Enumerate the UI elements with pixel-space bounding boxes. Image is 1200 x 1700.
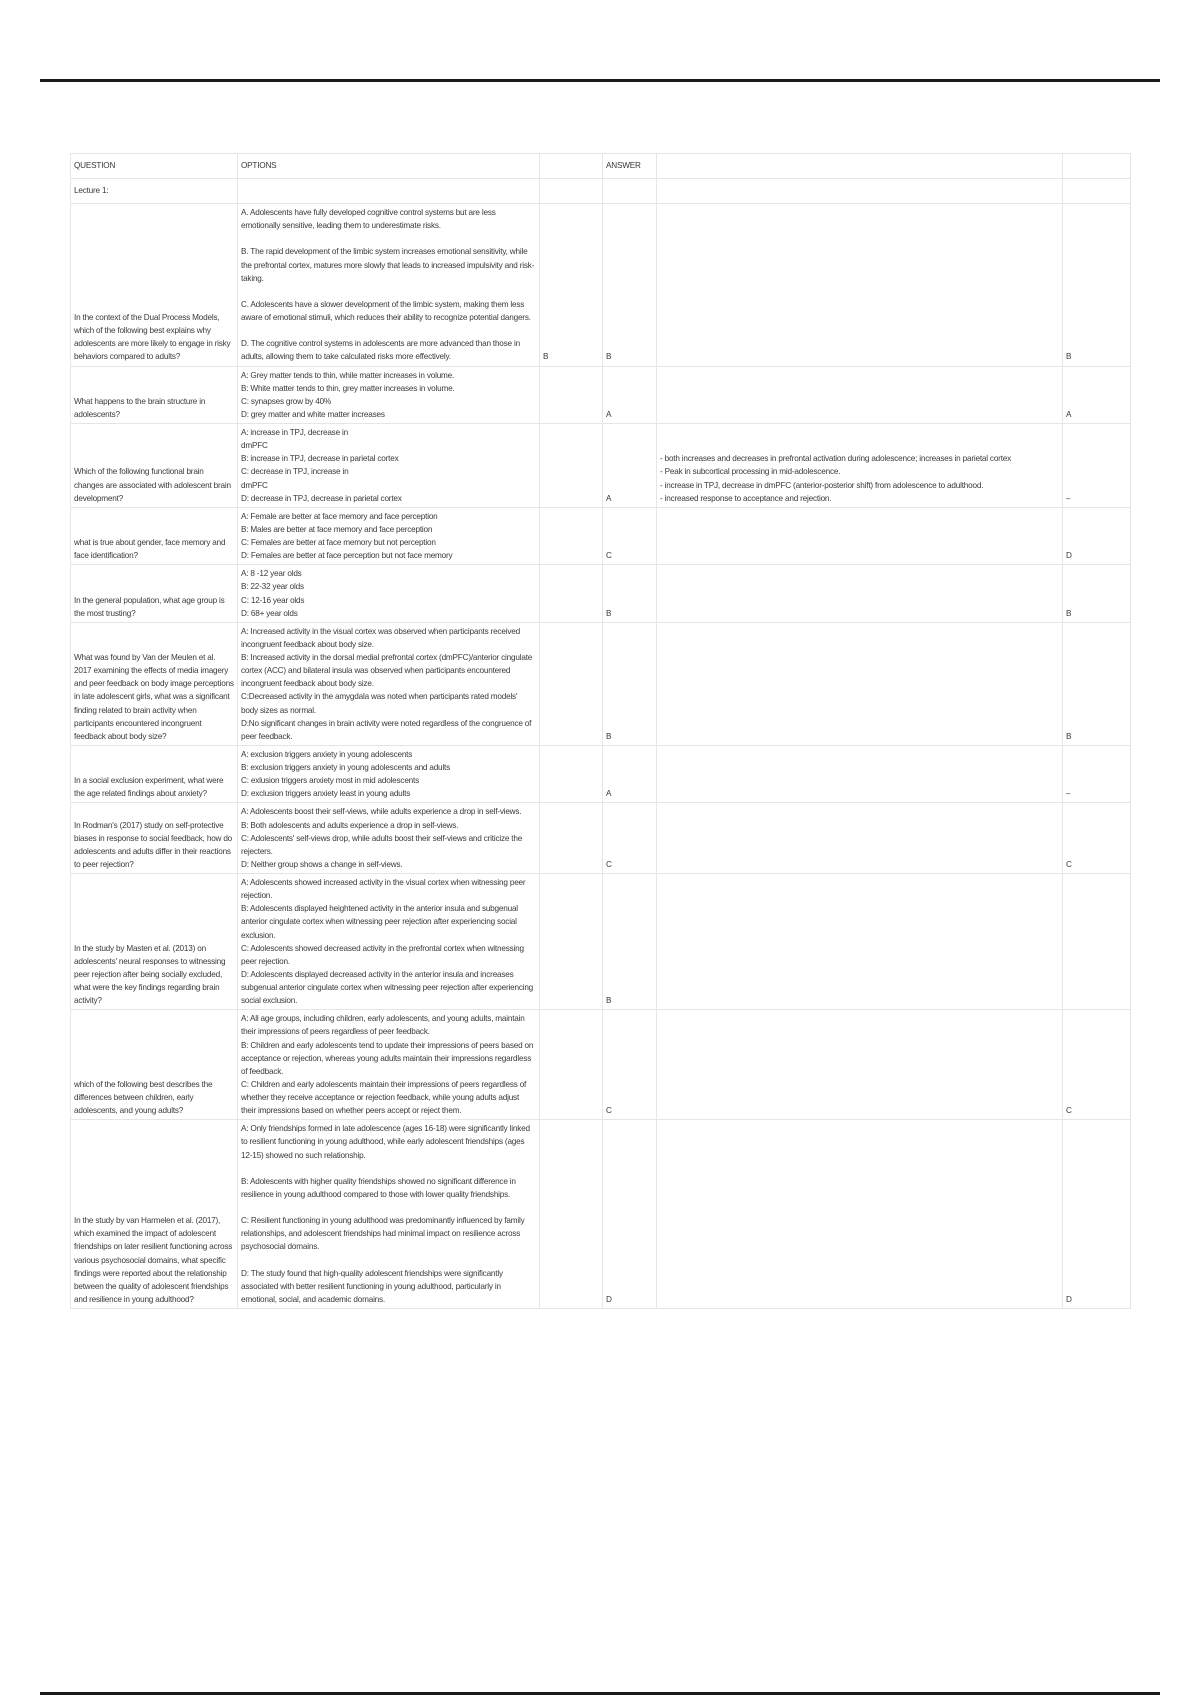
col3-cell xyxy=(540,803,603,874)
col3-cell xyxy=(540,565,603,623)
table-row xyxy=(71,366,1131,424)
header-question: QUESTION xyxy=(71,154,238,179)
question-cell: In the context of the Dual Process Models, which of the following best explains why adolescents are more likely to engage in risky behaviors compared to adults? xyxy=(71,204,238,367)
options-cell: A: Adolescents showed increased activity in the visual cortex when witnessing peer rejection. B: Adolescents displayed heightened activity in the anterior insula and subgenual anterior cingulate cortex when witnessing peer rejection after experiencing social exclusion. C: Adolescents showed decreased activity in the prefrontal cortex when witnessing peer rejection. D: Adolescents displayed decreased activity in the anterior insula and increases subgenual anterior cingulate cortex when witnessing peer rejection after experiencing social exclusion. xyxy=(238,874,540,1010)
notes-cell xyxy=(657,1010,1063,1120)
table-row xyxy=(71,803,1131,874)
answer-cell: B xyxy=(603,622,657,745)
notes-cell: - both increases and decreases in prefrontal activation during adolescence; increases in parietal cortex - Peak in subcortical processing in mid-adolescence. - increase in TPJ, decrease in dmPFC (anterior-posterior shift) from adolescence to adulthood. - increased response to acceptance and rejection. xyxy=(657,424,1063,508)
col6-cell: C xyxy=(1063,803,1131,874)
options-cell: A: Increased activity in the visual cortex was observed when participants received incongruent feedback about body size. B: Increased activity in the dorsal medial prefrontal cortex (dmPFC)/anterior cingulate cortex (ACC) and bilateral insula was observed when participants encountered incongruent feedback about body size. C:Decreased activity in the amygdala was noted when participants rated models' body sizes as normal. D:No significant changes in brain activity were noted regardless of the congruence of peer feedback. xyxy=(238,622,540,745)
answer-cell: C xyxy=(603,803,657,874)
table-row xyxy=(71,507,1131,565)
col6-cell: – xyxy=(1063,745,1131,803)
table-row xyxy=(71,1120,1131,1309)
table-row xyxy=(71,622,1131,745)
question-cell: Which of the following functional brain changes are associated with adolescent brain development? xyxy=(71,424,238,508)
col6-cell: A xyxy=(1063,366,1131,424)
options-cell: A: Female are better at face memory and face perception B: Males are better at face memory and face perception C: Females are better at face memory but not perception D: Females are better at face perception but not face memory xyxy=(238,507,540,565)
options-cell: A: All age groups, including children, early adolescents, and young adults, maintain their impressions of peers regardless of peer feedback. B: Children and early adolescents tend to update their impressions of peers based on acceptance or rejection, whereas young adults maintain their impressions regardless of feedback. C: Children and early adolescents maintain their impressions of peers regardless of whether they receive acceptance or rejection feedback, while young adults adjust their impressions based on whether peers accept or reject them. xyxy=(238,1010,540,1120)
col3-cell xyxy=(540,1120,603,1309)
notes-cell xyxy=(657,622,1063,745)
quiz-table xyxy=(70,153,1131,1309)
header-answer: ANSWER xyxy=(603,154,657,179)
question-cell: What happens to the brain structure in adolescents? xyxy=(71,366,238,424)
header-col3 xyxy=(540,154,603,179)
options-cell: A: Grey matter tends to thin, while matter increases in volume. B: White matter tends to thin, grey matter increases in volume. C: synapses grow by 40% D: grey matter and white matter increases xyxy=(238,366,540,424)
notes-cell xyxy=(657,874,1063,1010)
question-cell: In the study by van Harmelen et al. (2017), which examined the impact of adolescent friendships on later resilient functioning across various psychosocial domains, what specific findings were reported about the relationship between the quality of adolescent friendships and resilience in young adulthood? xyxy=(71,1120,238,1309)
answer-cell: B xyxy=(603,565,657,623)
top-rule xyxy=(40,79,1160,82)
table-row xyxy=(71,874,1131,1010)
col6-cell: D xyxy=(1063,1120,1131,1309)
notes-cell xyxy=(657,565,1063,623)
header-options: OPTIONS xyxy=(238,154,540,179)
answer-cell: C xyxy=(603,507,657,565)
col3-cell xyxy=(540,1010,603,1120)
answer-cell: A xyxy=(603,366,657,424)
answer-cell: D xyxy=(603,1120,657,1309)
bottom-rule xyxy=(40,1692,1160,1695)
question-cell: In the general population, what age group is the most trusting? xyxy=(71,565,238,623)
table-row xyxy=(71,745,1131,803)
options-cell: A. Adolescents have fully developed cognitive control systems but are less emotionally sensitive, leading them to underestimate risks. B. The rapid development of the limbic system increases emotional sensitivity, while the prefrontal cortex, matures more slowly that leads to increased impulsivity and risk-taking. C. Adolescents have a slower development of the limbic system, making them less aware of emotional stimuli, which reduces their ability to recognize potential dangers. D. The cognitive control systems in adolescents are more advanced than those in adults, allowing them to take calculated risks more effectively. xyxy=(238,204,540,367)
table-row xyxy=(71,424,1131,508)
header-notes xyxy=(657,154,1063,179)
notes-cell xyxy=(657,204,1063,367)
col3-cell xyxy=(540,507,603,565)
col3-cell xyxy=(540,745,603,803)
table-row xyxy=(71,1010,1131,1120)
notes-cell xyxy=(657,745,1063,803)
answer-cell: C xyxy=(603,1010,657,1120)
col6-cell: B xyxy=(1063,622,1131,745)
notes-cell xyxy=(657,366,1063,424)
options-cell: A: increase in TPJ, decrease in dmPFC B: increase in TPJ, decrease in parietal cortex C: decrease in TPJ, increase in dmPFC D: decrease in TPJ, decrease in parietal cortex xyxy=(238,424,540,508)
col3-cell xyxy=(540,622,603,745)
table-row xyxy=(71,204,1131,367)
question-cell: In Rodman's (2017) study on self-protective biases in response to social feedback, how do adolescents and adults differ in their reactions to peer rejection? xyxy=(71,803,238,874)
notes-cell xyxy=(657,507,1063,565)
col6-cell: D xyxy=(1063,507,1131,565)
answer-cell: B xyxy=(603,874,657,1010)
col3-cell xyxy=(540,424,603,508)
header-row xyxy=(71,154,1131,179)
header-col6 xyxy=(1063,154,1131,179)
answer-cell: A xyxy=(603,745,657,803)
notes-cell xyxy=(657,803,1063,874)
section-label: Lecture 1: xyxy=(71,179,238,204)
col6-cell: – xyxy=(1063,424,1131,508)
table-row xyxy=(71,565,1131,623)
col3-cell: B xyxy=(540,204,603,367)
answer-cell: A xyxy=(603,424,657,508)
col6-cell xyxy=(1063,874,1131,1010)
question-cell: In the study by Masten et al. (2013) on adolescents' neural responses to witnessing peer rejection after being socially excluded, what were the key findings regarding brain activity? xyxy=(71,874,238,1010)
col6-cell: B xyxy=(1063,565,1131,623)
question-cell: what is true about gender, face memory and face identification? xyxy=(71,507,238,565)
options-cell: A: 8 -12 year olds B: 22-32 year olds C: 12-16 year olds D: 68+ year olds xyxy=(238,565,540,623)
question-cell: In a social exclusion experiment, what were the age related findings about anxiety? xyxy=(71,745,238,803)
options-cell: A: exclusion triggers anxiety in young adolescents B: exclusion triggers anxiety in young adolescents and adults C: exlusion triggers anxiety most in mid adolescents D: exclusion triggers anxiety least in young adults xyxy=(238,745,540,803)
question-cell: which of the following best describes the differences between children, early adolescents, and young adults? xyxy=(71,1010,238,1120)
answer-cell: B xyxy=(603,204,657,367)
section-row xyxy=(71,179,1131,204)
col3-cell xyxy=(540,874,603,1010)
col3-cell xyxy=(540,366,603,424)
col6-cell: C xyxy=(1063,1010,1131,1120)
question-cell: What was found by Van der Meulen et al. 2017 examining the effects of media imagery and peer feedback on body image perceptions in late adolescent girls, what was a significant finding related to brain activity when participants encountered incongruent feedback about body size? xyxy=(71,622,238,745)
options-cell: A: Adolescents boost their self-views, while adults experience a drop in self-views. B: Both adolescents and adults experience a drop in self-views. C: Adolescents' self-views drop, while adults boost their self-views and criticize the rejecters. D: Neither group shows a change in self-views. xyxy=(238,803,540,874)
options-cell: A: Only friendships formed in late adolescence (ages 16-18) were significantly linked to resilient functioning in young adulthood, while early adolescent friendships (ages 12-15) showed no such relationship. B: Adolescents with higher quality friendships showed no significant difference in resilience in young adulthood compared to those with lower quality friendships. C: Resilient functioning in young adulthood was predominantly influenced by family relationships, and adolescent friendships had minimal impact on resilience across psychosocial domains. D: The study found that high-quality adolescent friendships were significantly associated with better resilient functioning in young adulthood, particularly in emotional, social, and academic domains. xyxy=(238,1120,540,1309)
notes-cell xyxy=(657,1120,1063,1309)
col6-cell: B xyxy=(1063,204,1131,367)
